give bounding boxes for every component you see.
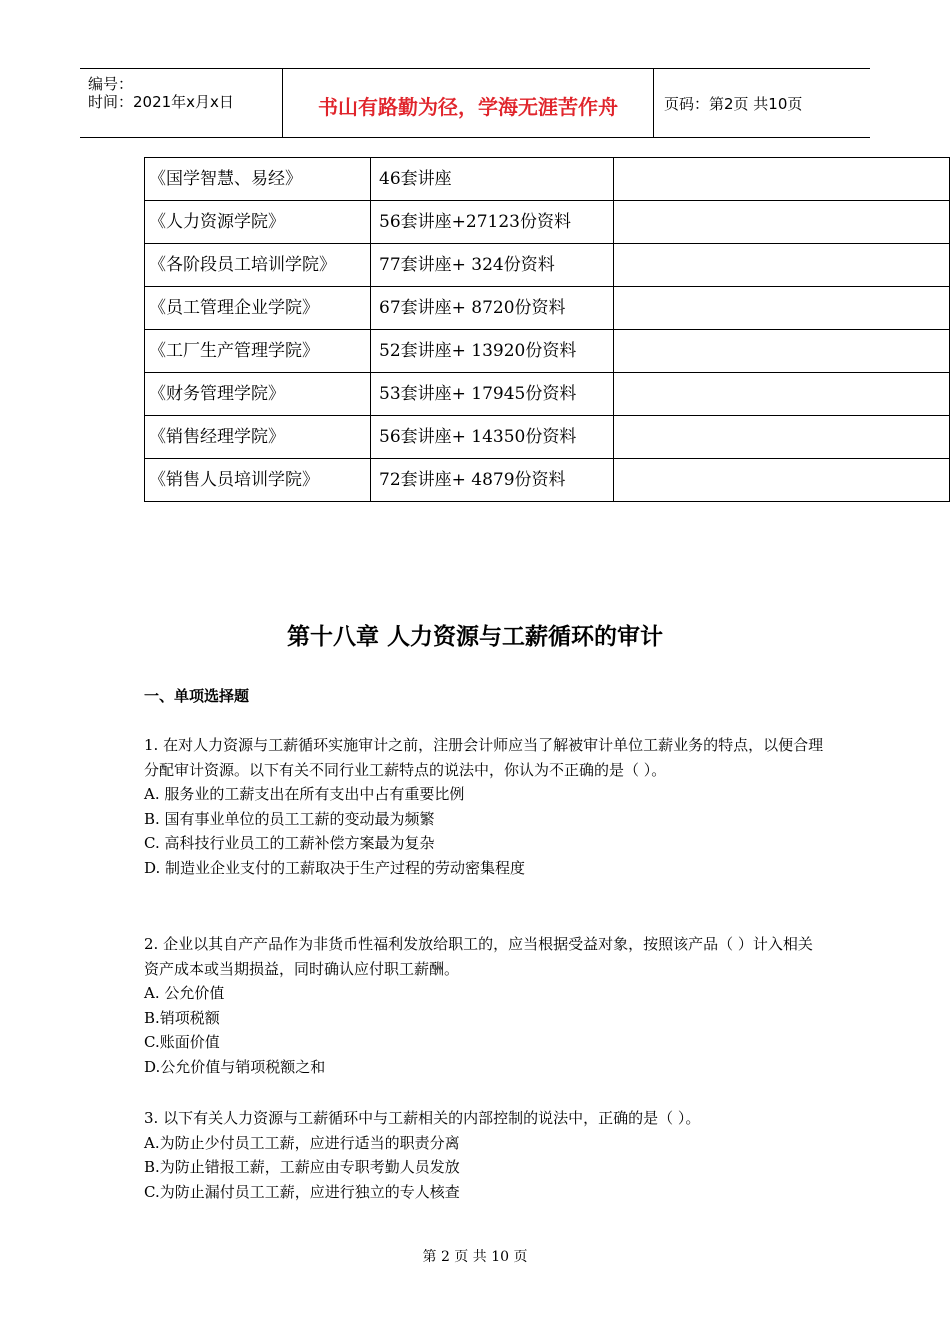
question-option: A. 公允价值 [144,984,225,1002]
question-option: C.账面价值 [144,1033,220,1051]
row-content: 52套讲座+ 13920份资料 [371,330,614,373]
question-stem: 2. 企业以其自产产品作为非货币性福利发放给职工的，应当根据受益对象，按照该产品（ ）计入相关资产成本或当期损益，同时确认应付职工薪酬。 [144,935,813,978]
row-note [614,158,950,201]
motto: 书山有路勤为径，学海无涯苦作舟 [318,95,618,119]
table-row [145,158,950,201]
table-row [145,201,950,244]
row-note [614,416,950,459]
row-name: 《人力资源学院》 [145,201,371,244]
table-row [145,373,950,416]
question-option: B.销项税额 [144,1008,220,1027]
table-row [145,459,950,502]
question-option: B. 国有事业单位的员工工薪的变动最为频繁 [144,809,435,828]
row-note [614,459,950,502]
number-label: 编号： [88,75,134,93]
row-content: 67套讲座+ 8720份资料 [371,287,614,330]
table-row [145,287,950,330]
row-content: 56套讲座+ 14350份资料 [371,416,614,459]
row-name: 《财务管理学院》 [145,373,371,416]
page-footer: 第 2 页 共 10 页 [422,1249,528,1265]
row-content: 77套讲座+ 324份资料 [371,244,614,287]
row-note [614,244,950,287]
table-row [145,244,950,287]
row-note [614,330,950,373]
section-title: 一、单项选择题 [144,687,250,705]
question-option: C.为防止漏付员工工薪，应进行独立的专人核查 [144,1182,460,1201]
row-name: 《销售经理学院》 [145,416,371,459]
question-option: C. 高科技行业员工的工薪补偿方案最为复杂 [144,834,435,852]
question-stem: 3. 以下有关人力资源与工薪循环中与工薪相关的内部控制的说法中，正确的是（ ）。 [144,1109,701,1127]
question-1 [144,733,824,880]
header-page-cell [654,69,870,137]
header-meta-cell [80,69,283,137]
page-header [80,68,870,138]
table-row [145,416,950,459]
row-note [614,201,950,244]
row-content: 56套讲座+27123份资料 [371,201,614,244]
question-option: D.公允价值与销项税额之和 [144,1057,326,1076]
row-content: 46套讲座 [371,158,614,201]
row-content: 53套讲座+ 17945份资料 [371,373,614,416]
question-option: A.为防止少付员工工薪，应进行适当的职责分离 [144,1133,460,1152]
row-note [614,373,950,416]
page-info: 页码：第2页 共10页 [664,95,803,113]
question-option: D. 制造业企业支付的工薪取决于生产过程的劳动密集程度 [144,858,526,877]
row-name: 《各阶段员工培训学院》 [145,244,371,287]
question-stem: 1. 在对人力资源与工薪循环实施审计之前，注册会计师应当了解被审计单位工薪业务的特点，以便合理分配审计资源。以下有关不同行业工薪特点的说法中，你认为不正确的是（ ）。 [144,736,824,779]
row-note [614,287,950,330]
row-name: 《员工管理企业学院》 [145,287,371,330]
question-3 [144,1106,824,1204]
time-label: 时间：2021年x月x日 [88,93,234,111]
row-name: 《工厂生产管理学院》 [145,330,371,373]
question-option: A. 服务业的工薪支出在所有支出中占有重要比例 [144,785,465,803]
row-content: 72套讲座+ 4879份资料 [371,459,614,502]
table-row [145,330,950,373]
row-name: 《销售人员培训学院》 [145,459,371,502]
question-option: B.为防止错报工薪，工薪应由专职考勤人员发放 [144,1158,460,1176]
chapter-title: 第十八章 人力资源与工薪循环的审计 [286,624,663,650]
row-name: 《国学智慧、易经》 [145,158,371,201]
question-2 [144,932,824,1079]
resource-table [144,157,950,502]
header-motto-cell [283,69,654,137]
